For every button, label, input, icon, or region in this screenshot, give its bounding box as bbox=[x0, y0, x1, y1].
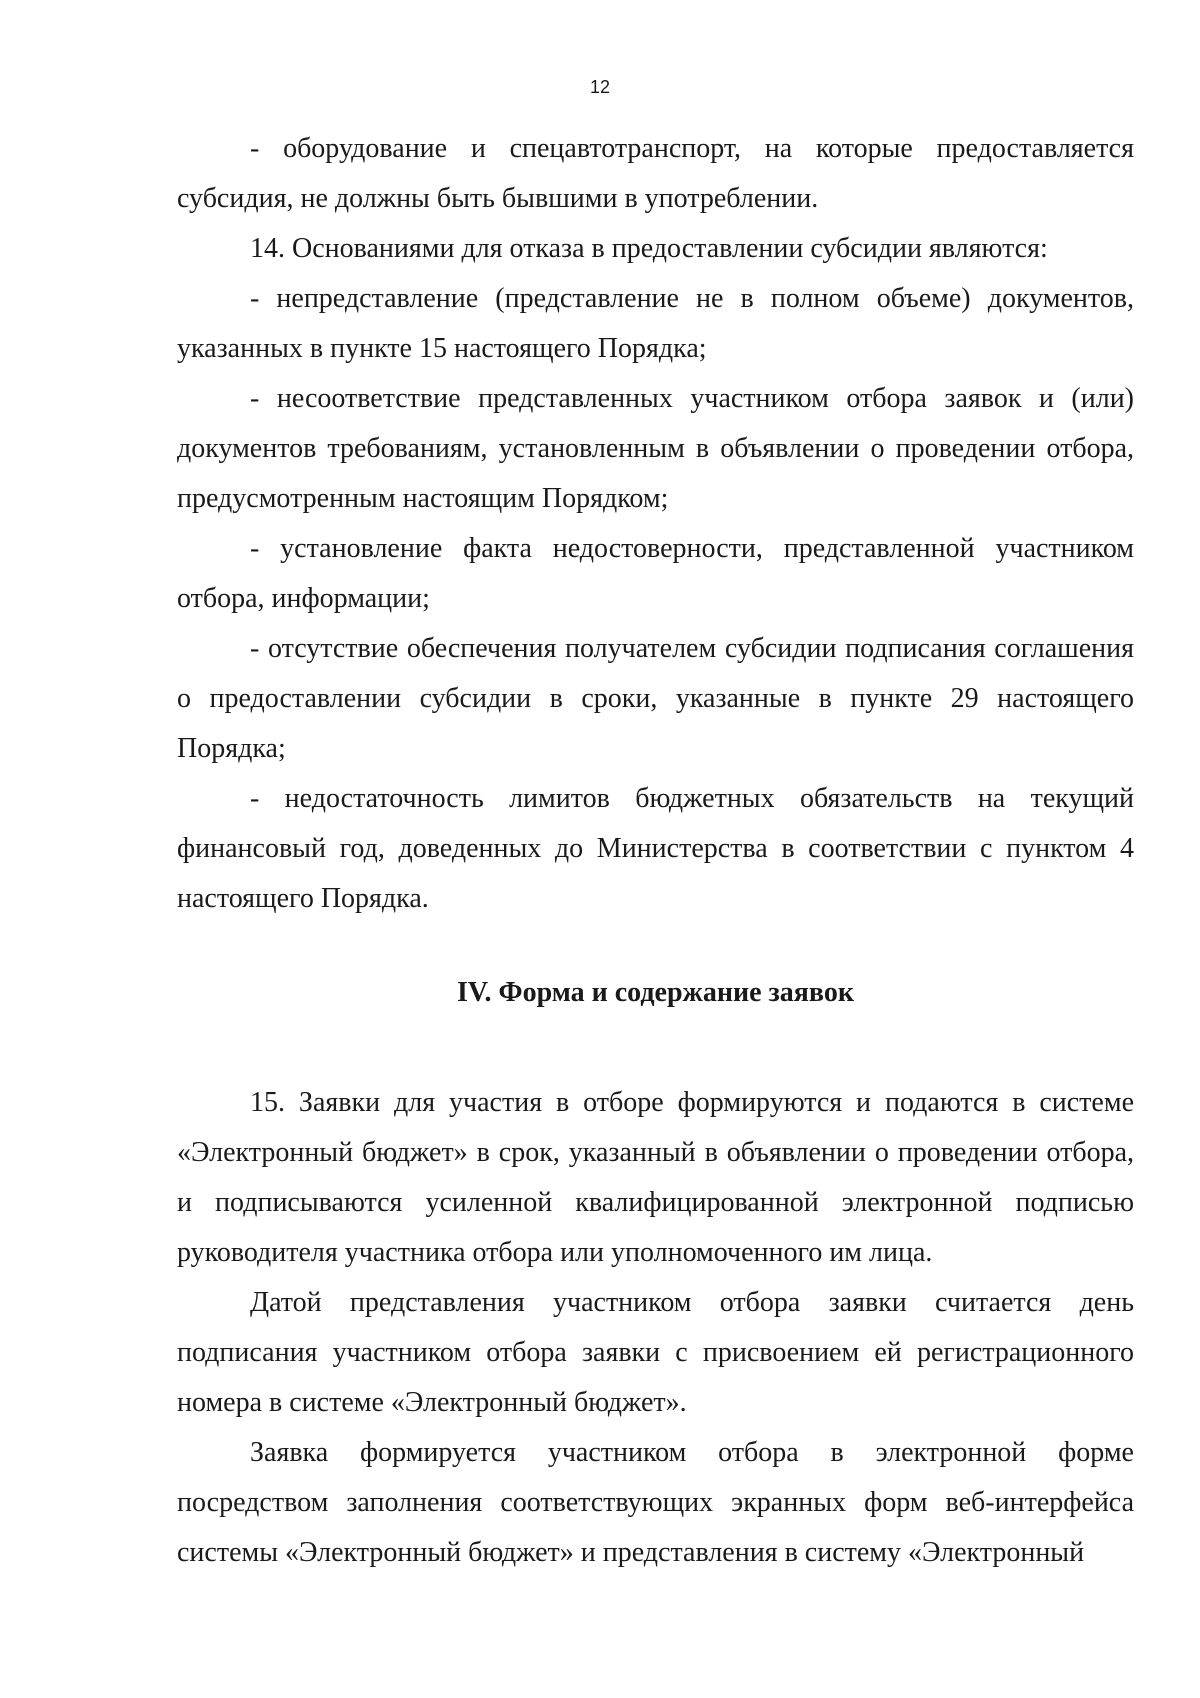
document-body bbox=[177, 124, 1134, 1578]
paragraph-clause-15: 15. Заявки для участия в отборе формируются и подаются в системе «Электронный бюджет» в срок, указанный в объявлении о проведении отбора, и подписываются усиленной квалифицированной электронной подписью руководителя участника отбора или уполномоченного им лица. bbox=[177, 1087, 1134, 1268]
paragraph-equipment-condition: - оборудование и спецавтотранспорт, на которые предоставляется субсидия, не должны быть бывшими в употреблении. bbox=[177, 133, 1134, 214]
paragraph-refusal-false-information: - установление факта недостоверности, представленной участником отбора, информации; bbox=[177, 533, 1134, 614]
paragraph-refusal-missing-documents: - непредставление (представление не в полном объеме) документов, указанных в пункте 15 настоящего Порядка; bbox=[177, 283, 1134, 364]
paragraph-application-form: Заявка формируется участником отбора в электронной форме посредством заполнения соответствующих экранных форм веб-интерфейса системы «Электронный бюджет» и представления в систему «Электронный bbox=[177, 1437, 1134, 1568]
paragraph-refusal-noncompliance: - несоответствие представленных участником отбора заявок и (или) документов требованиям, установленным в объявлении о проведении отбора, предусмотренным настоящим Порядком; bbox=[177, 383, 1134, 514]
paragraph-refusal-insufficient-limits: - недостаточность лимитов бюджетных обязательств на текущий финансовый год, доведенных до Министерства в соответствии с пунктом 4 настоящего Порядка. bbox=[177, 783, 1134, 914]
page-number: 12 bbox=[589, 77, 611, 97]
paragraph-refusal-agreement-not-signed: - отсутствие обеспечения получателем субсидии подписания соглашения о предоставлении субсидии в сроки, указанные в пункте 29 настоящего Порядка; bbox=[177, 633, 1134, 764]
paragraph-clause-14: 14. Основаниями для отказа в предоставлении субсидии являются: bbox=[250, 233, 1048, 264]
paragraph-submission-date: Датой представления участником отбора заявки считается день подписания участником отбора заявки с присвоением ей регистрационного номера в системе «Электронный бюджет». bbox=[177, 1287, 1134, 1418]
section-heading: IV. Форма и содержание заявок bbox=[457, 977, 854, 1008]
